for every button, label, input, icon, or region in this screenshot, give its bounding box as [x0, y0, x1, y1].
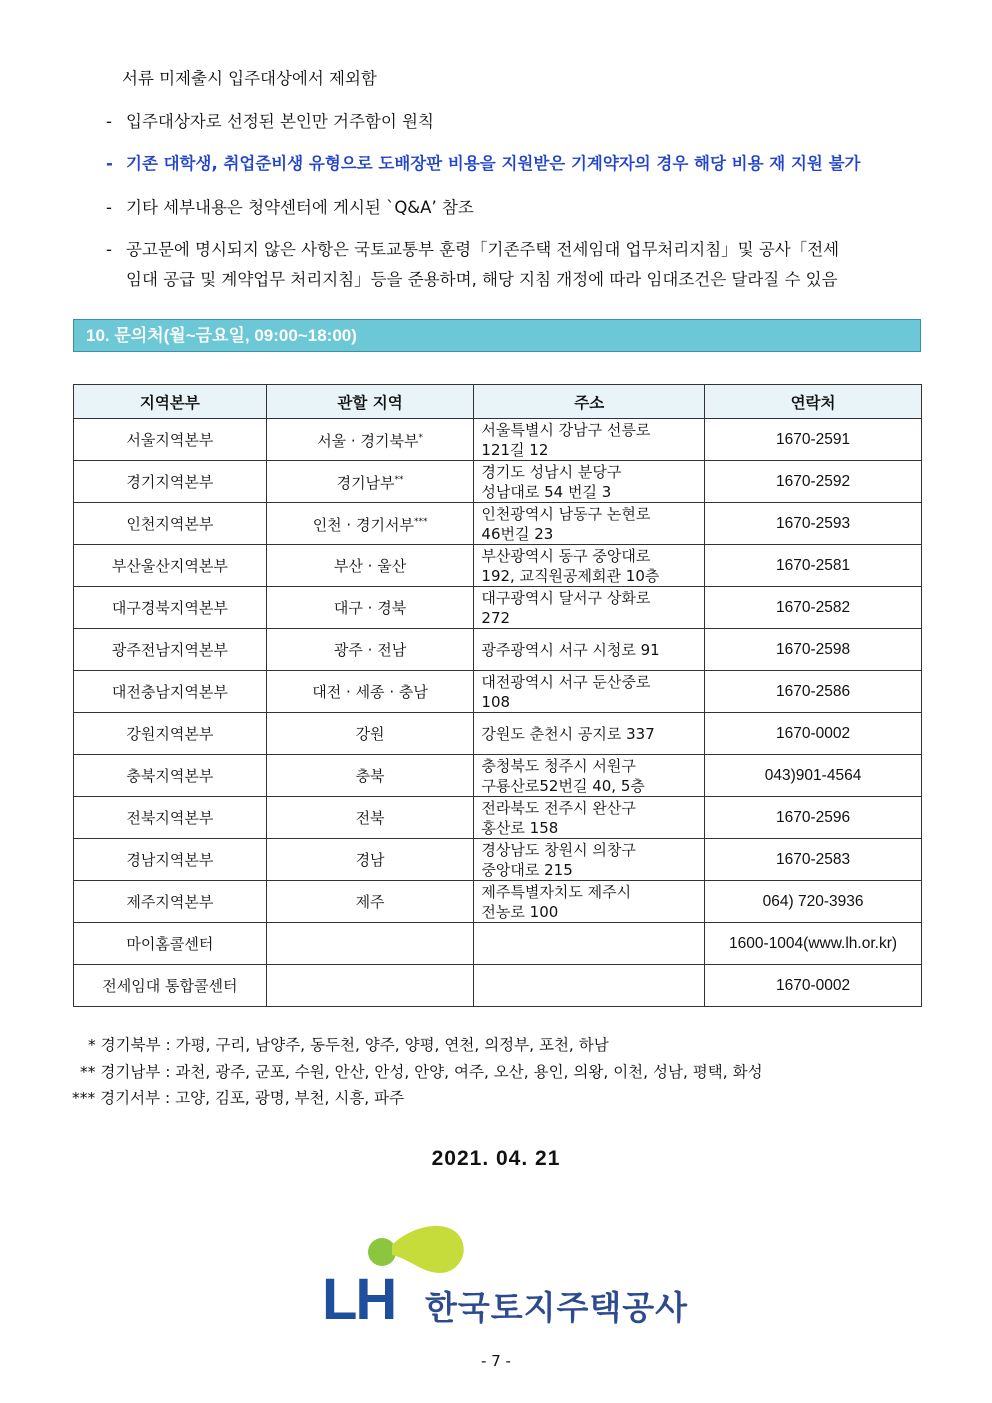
address-cell: 부산광역시 동구 중앙대로 192, 교직원공제회관 10층	[474, 545, 705, 587]
office-cell: 전북지역본부	[74, 797, 267, 839]
office-cell: 제주지역본부	[74, 881, 267, 923]
phone-cell: 1670-2581	[705, 545, 922, 587]
region-cell	[266, 965, 474, 1007]
office-cell: 광주전남지역본부	[74, 629, 267, 671]
phone-cell: 1670-2598	[705, 629, 922, 671]
region-cell: 부산 · 울산	[266, 545, 474, 587]
region-cell: 대전 · 세종 · 충남	[266, 671, 474, 713]
region-cell: 강원	[266, 713, 474, 755]
logo-org-name: 한국토지주택공사	[425, 1288, 689, 1327]
address-cell: 광주광역시 서구 시청로 91	[474, 629, 705, 671]
table-row	[74, 587, 922, 629]
table-row	[74, 503, 922, 545]
region-cell: 대구 · 경북	[266, 587, 474, 629]
section-heading-contacts: 10. 문의처(월~금요일, 09:00~18:00)	[73, 319, 921, 352]
phone-cell: 1670-2596	[705, 797, 922, 839]
table-row	[74, 839, 922, 881]
logo-mark-lh: LH	[322, 1267, 396, 1324]
office-cell: 대구경북지역본부	[74, 587, 267, 629]
footnote-gyeonggi-west: *** 경기서부 : 고양, 김포, 광명, 부천, 시흥, 파주	[72, 1089, 405, 1107]
paragraph-guideline: - 공고문에 명시되지 않은 사항은 국토교통부 훈령「기존주택 전세임대 업무처리지침」및 공사「전세	[106, 240, 840, 259]
address-cell: 충청북도 청주시 서원구 구룡산로52번길 40, 5층	[474, 755, 705, 797]
header-phone: 연락처	[705, 385, 922, 419]
table-row	[74, 461, 922, 503]
address-cell	[474, 923, 705, 965]
office-cell: 마이홈콜센터	[74, 923, 267, 965]
office-cell: 강원지역본부	[74, 713, 267, 755]
paragraph-wallpaper-notice: - 기존 대학생, 취업준비생 유형으로 도배장판 비용을 지원받은 기계약자의 경우 해당 비용 재 지원 불가	[106, 154, 861, 173]
phone-cell: 1670-2586	[705, 671, 922, 713]
table-row	[74, 797, 922, 839]
office-cell: 대전충남지역본부	[74, 671, 267, 713]
phone-cell: 1670-2582	[705, 587, 922, 629]
phone-cell: 043)901-4564	[705, 755, 922, 797]
phone-cell: 064) 720-3936	[705, 881, 922, 923]
phone-cell: 1670-2593	[705, 503, 922, 545]
page-number: - 7 -	[481, 1352, 511, 1370]
contacts-table	[73, 384, 922, 1007]
table-row	[74, 671, 922, 713]
document-date: 2021. 04. 21	[431, 1147, 561, 1170]
footnote-mark: **	[394, 475, 404, 485]
phone-cell: 1670-2592	[705, 461, 922, 503]
table-row	[74, 755, 922, 797]
address-cell: 전라북도 전주시 완산구 홍산로 158	[474, 797, 705, 839]
region-cell	[266, 923, 474, 965]
table-row	[74, 713, 922, 755]
footnote-gyeonggi-north: * 경기북부 : 가평, 구리, 남양주, 동두천, 양주, 양평, 연천, 의정부, 포천, 하남	[88, 1036, 609, 1054]
paragraph-residency: - 입주대상자로 선정된 본인만 거주함이 원칙	[106, 112, 434, 131]
address-cell: 제주특별자치도 제주시 전농로 100	[474, 881, 705, 923]
paragraph-guideline-cont: 임대 공급 및 계약업무 처리지침」등을 준용하며, 해당 지침 개정에 따라 임대조건은 달라질 수 있음	[126, 270, 838, 289]
paragraph-qa: - 기타 세부내용은 청약센터에 게시된 `Q&A’ 참조	[106, 198, 474, 217]
paragraph-documents: 서류 미제출시 입주대상에서 제외함	[122, 69, 377, 88]
footnote-mark: ***	[413, 517, 428, 527]
phone-cell: 1670-0002	[705, 965, 922, 1007]
footnote-gyeonggi-south: ** 경기남부 : 과천, 광주, 군포, 수원, 안산, 안성, 안양, 여주, 오산, 용인, 의왕, 이천, 성남, 평택, 화성	[80, 1063, 763, 1081]
region-cell: 인천 · 경기서부***	[266, 503, 474, 545]
office-cell: 경기지역본부	[74, 461, 267, 503]
table-row	[74, 965, 922, 1007]
table-row	[74, 881, 922, 923]
address-cell: 경상남도 창원시 의창구 중앙대로 215	[474, 839, 705, 881]
address-cell: 대구광역시 달서구 상화로 272	[474, 587, 705, 629]
region-cell: 광주 · 전남	[266, 629, 474, 671]
phone-cell: 1670-0002	[705, 713, 922, 755]
address-cell: 대전광역시 서구 둔산중로 108	[474, 671, 705, 713]
phone-cell: 1600-1004(www.lh.or.kr)	[705, 923, 922, 965]
table-row	[74, 545, 922, 587]
region-cell: 경기남부**	[266, 461, 474, 503]
address-cell: 강원도 춘천시 공지로 337	[474, 713, 705, 755]
phone-cell: 1670-2583	[705, 839, 922, 881]
region-cell: 제주	[266, 881, 474, 923]
office-cell: 충북지역본부	[74, 755, 267, 797]
phone-cell: 1670-2591	[705, 419, 922, 461]
footnote-mark: *	[418, 433, 423, 443]
table-row	[74, 419, 922, 461]
office-cell: 전세임대 통합콜센터	[74, 965, 267, 1007]
office-cell: 부산울산지역본부	[74, 545, 267, 587]
region-cell: 서울 · 경기북부*	[266, 419, 474, 461]
address-cell	[474, 965, 705, 1007]
office-cell: 서울지역본부	[74, 419, 267, 461]
address-cell: 경기도 성남시 분당구 성남대로 54 번길 3	[474, 461, 705, 503]
region-cell: 경남	[266, 839, 474, 881]
office-cell: 인천지역본부	[74, 503, 267, 545]
header-address: 주소	[474, 385, 705, 419]
region-cell: 충북	[266, 755, 474, 797]
table-row	[74, 629, 922, 671]
table-header-row	[74, 385, 922, 419]
office-cell: 경남지역본부	[74, 839, 267, 881]
address-cell: 서울특별시 강남구 선릉로 121길 12	[474, 419, 705, 461]
region-cell: 전북	[266, 797, 474, 839]
logo-emblem-icon	[368, 1226, 464, 1273]
header-office: 지역본부	[74, 385, 267, 419]
table-row	[74, 923, 922, 965]
address-cell: 인천광역시 남동구 논현로 46번길 23	[474, 503, 705, 545]
header-region: 관할 지역	[266, 385, 474, 419]
